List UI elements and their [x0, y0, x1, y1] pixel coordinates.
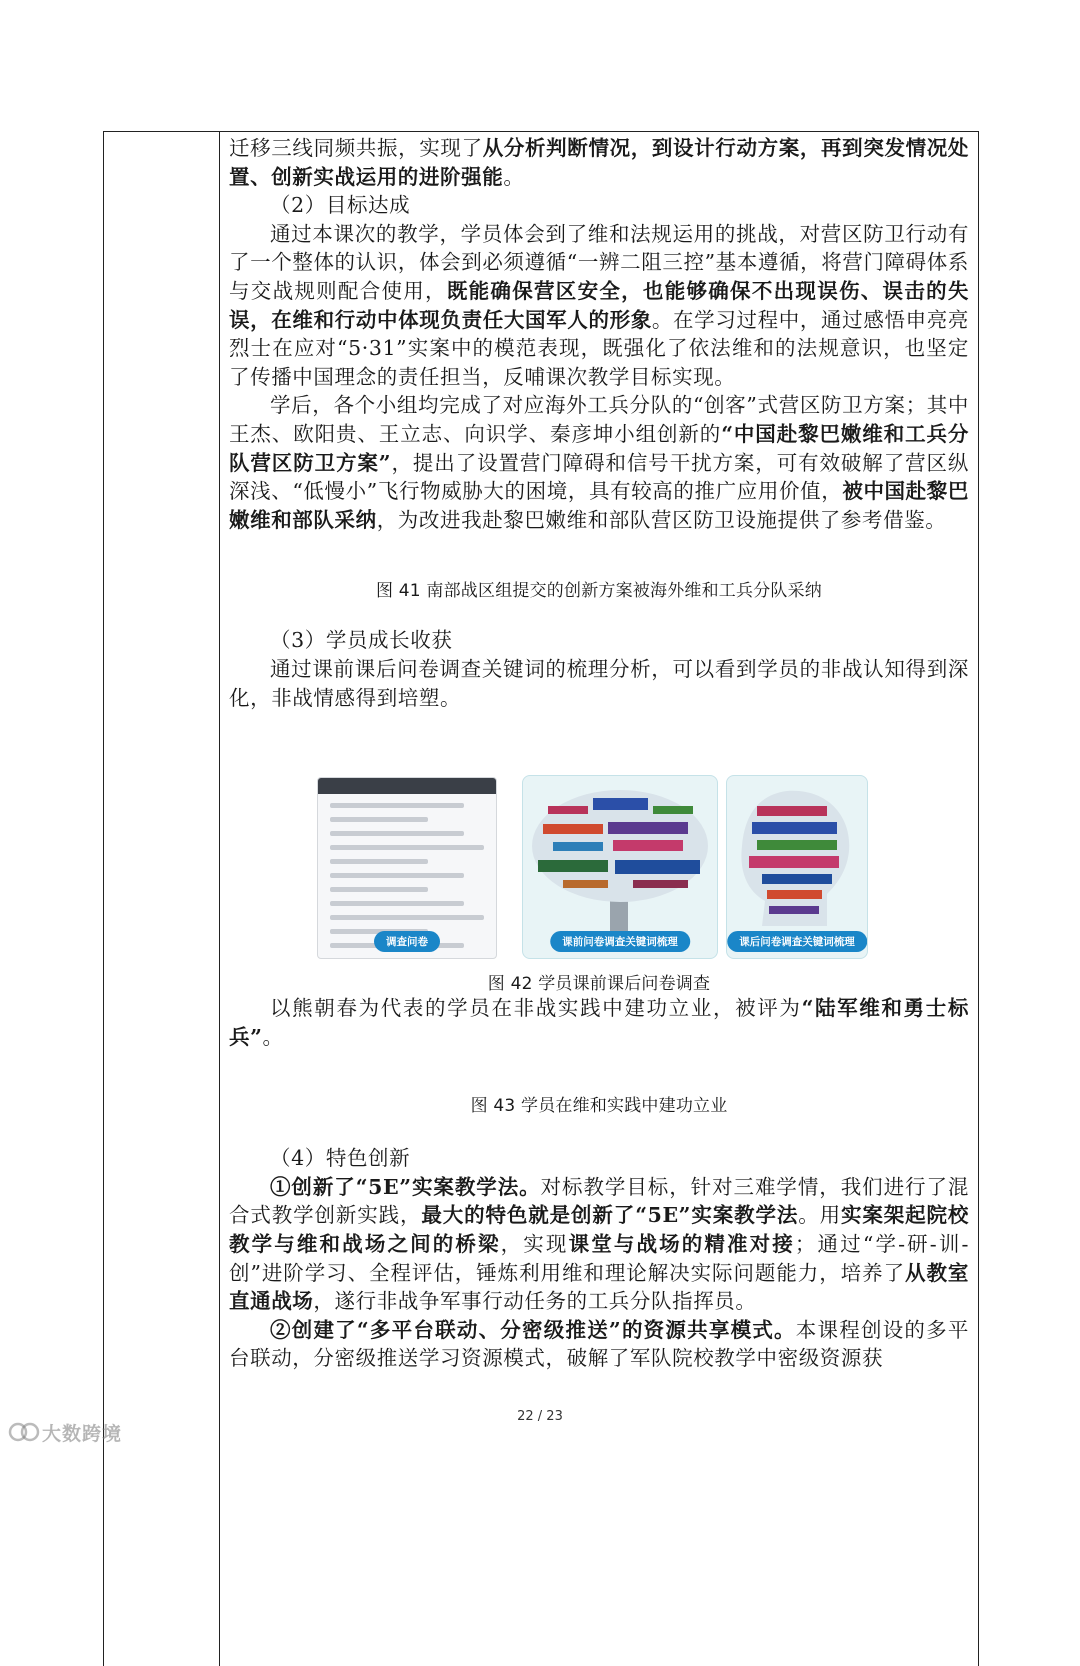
fig42-label-survey: 调查问卷 — [374, 931, 440, 952]
survey-phone-screenshot — [317, 777, 497, 959]
bold-text: 从分析判断情况，到设计行动方案，再到突发情况处置、创新实战运用的进阶强能 — [229, 136, 969, 189]
figure-42-caption: 图 42 学员课前课后问卷调查 — [487, 974, 711, 994]
text-run: ，为改进我赴黎巴嫩维和部队营区防卫设施提供了参考借鉴。 — [376, 507, 947, 532]
text-run: 本课程创设的多平台联动，分密级推送学习资源模式，破解了军队院校教学中密级资源获 — [229, 1317, 969, 1371]
page-number: 22 / 23 — [517, 1409, 563, 1424]
text-run: 学后，各个小组均完成了对应海外工兵分队的“创客”式营区防卫方案；其中王杰、欧阳贵、王立志、向识学、秦彦坤小组创新的 — [229, 393, 969, 446]
text-run: ；通过“学-研-训-创”进阶学习、全程评估，锤炼利用维和理论解决实际问题能力，培养了 — [229, 1231, 970, 1285]
heading-goal-achievement: （2）目标达成 — [270, 193, 411, 218]
bold-text: 既能确保营区安全，也能够确保不出现误伤、误击的失误，在维和行动中体现负责任大国军人的形象 — [229, 278, 970, 332]
paragraph-5e-method — [229, 1173, 969, 1316]
text-run: ，提出了设置营门障碍和信号干扰方案，可有效破解了营区纵深浅、“低慢小”飞行物威胁大的困境，具有较高的推广应用价值， — [229, 450, 970, 504]
bold-text: ②创建了“多平台联动、分密级推送”的资源共享模式。 — [270, 1317, 796, 1342]
column-divider — [219, 131, 220, 1666]
text-run: 。 — [262, 1024, 284, 1049]
bold-text: 从教室直通战场 — [229, 1260, 969, 1314]
fig42-label-post: 课后问卷调查关键词梳理 — [727, 931, 867, 952]
figure-43-space — [229, 1051, 969, 1091]
text-run: ，遂行非战争军事行动任务的工兵分队指挥员。 — [313, 1289, 757, 1314]
text-run: 。 — [503, 164, 525, 189]
text-run: 对标教学目标，针对三难学情，我们进行了混合式教学创新实践， — [229, 1174, 970, 1228]
bold-text: 被中国赴黎巴嫩维和部队采纳 — [229, 479, 969, 532]
watermark-logo-icon — [8, 1418, 40, 1446]
post-survey-wordcloud — [726, 775, 868, 959]
paragraph-survey-analysis: 通过课前课后问卷调查关键词的梳理分析，可以看到学员的非战认知得到深化，非战情感得到培塑。 — [229, 656, 969, 710]
figure-41-caption: 图 41 南部战区组提交的创新方案被海外维和工兵分队采纳 — [375, 581, 823, 602]
text-run: 。在学习过程中，通过感悟申亮亮烈士在应对“5·31”实案中的模范表现，既强化了依法维和的法规意识，也坚定了传播中国理念的责任担当，反哺课次教学目标实现。 — [229, 307, 970, 389]
paragraph-goal-achievement — [229, 220, 969, 392]
bold-text: 课堂与战场的精准对接 — [568, 1231, 795, 1256]
watermark-text: 大数跨境 — [42, 1423, 123, 1445]
watermark — [8, 1416, 148, 1446]
text-run: 。用 — [798, 1203, 841, 1228]
figure-43-caption: 图 43 学员在维和实践中建功立业 — [470, 1096, 728, 1117]
pre-survey-wordcloud — [522, 775, 718, 959]
paragraph-intro-continuation — [229, 134, 969, 191]
bold-text: “陆军维和勇士标兵” — [229, 996, 969, 1049]
text-run: 通过本课次的教学，学员体会到了维和法规运用的挑战，对营区防卫行动有了一个整体的认识，体会到必须遵循“一辨二阻三控”基本遵循，将营门障碍体系与交战规则配合使用， — [229, 221, 969, 303]
paragraph-resource-sharing — [229, 1316, 969, 1373]
bold-text: 实案架起院校教学与维和战场之间的桥梁 — [229, 1203, 969, 1256]
text-run: 以熊朝春为代表的学员在非战实践中建功立业，被评为 — [270, 996, 802, 1020]
heading-innovation: （4）特色创新 — [270, 1146, 411, 1171]
fig42-label-pre: 课前问卷调查关键词梳理 — [550, 931, 690, 952]
figure-41-space — [229, 534, 969, 576]
text-run: ，实现 — [500, 1231, 569, 1256]
bold-text: ①创新了“5E”实案教学法。 — [270, 1174, 541, 1199]
heading-student-growth: （3）学员成长收获 — [270, 628, 453, 653]
table-content-cell-lower — [229, 969, 969, 1373]
paragraph-group-plans — [229, 391, 969, 534]
bold-text: “中国赴黎巴嫩维和工兵分队营区防卫方案” — [229, 421, 969, 475]
bold-text: 最大的特色就是创新了“5E”实案教学法 — [421, 1203, 799, 1228]
text-run: 迁移三线同频共振，实现了 — [229, 136, 483, 160]
paragraph-student-honor — [229, 994, 969, 1051]
figure-42 — [229, 771, 969, 961]
table-content-cell — [229, 131, 969, 712]
